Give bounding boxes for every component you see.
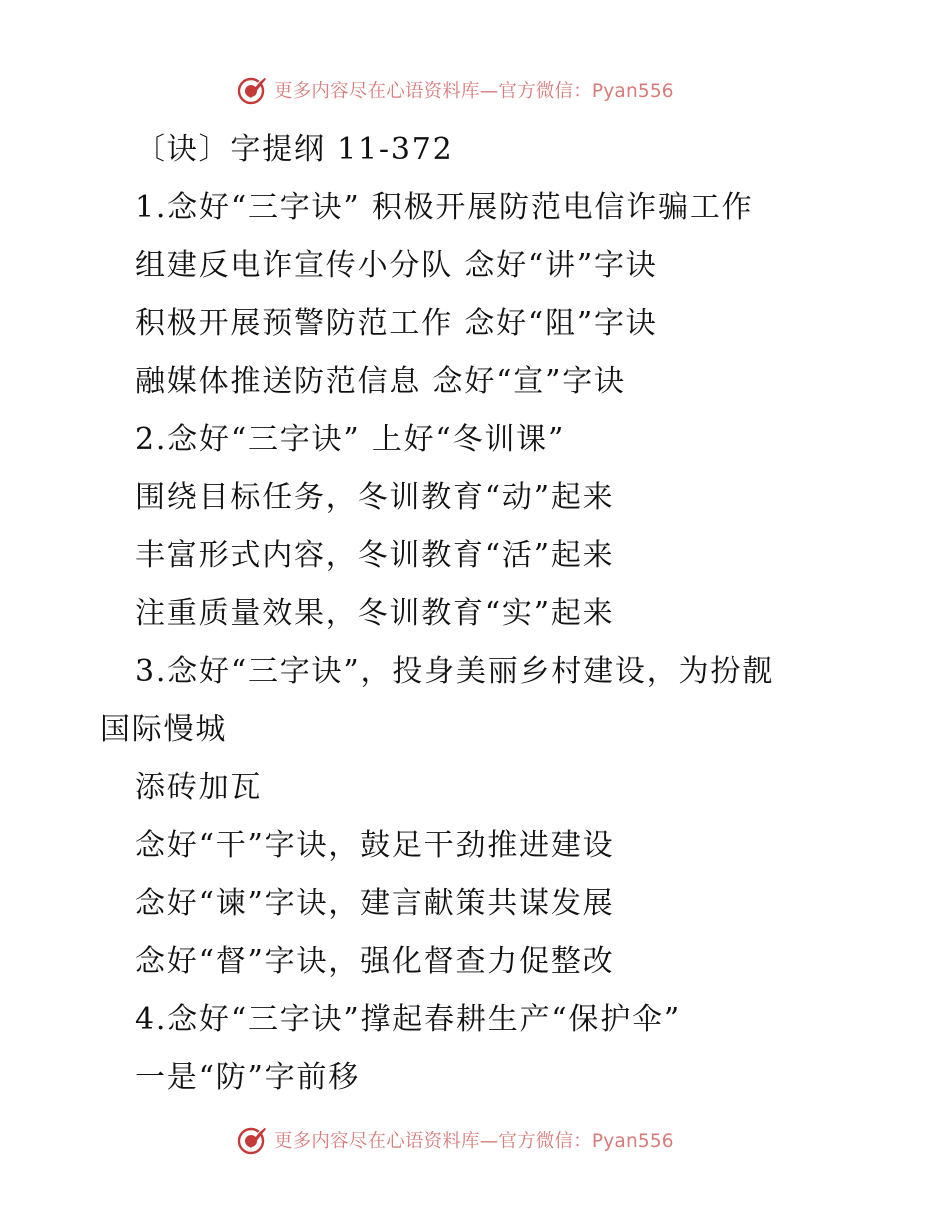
document-body [100, 121, 875, 1107]
text-line: 一是“防”字前移 [135, 1060, 361, 1095]
text-line-continuation: 国际慢城 [100, 712, 228, 747]
section-heading-4: 4.念好“三字诀”撑起春耕生产“保护伞” [135, 1002, 681, 1037]
text-line: 添砖加瓦 [135, 770, 263, 805]
quill-seal-logo-icon [236, 74, 268, 106]
footer-watermark [236, 1123, 674, 1157]
text-line: 注重质量效果，冬训教育“实”起来 [135, 596, 615, 631]
text-line: 融媒体推送防范信息 念好“宣”字诀 [135, 364, 626, 399]
watermark-text: 更多内容尽在心语资料库—官方微信：Pyan556 [274, 81, 674, 102]
text-line: 念好“谏”字诀，建言献策共谋发展 [135, 886, 615, 921]
header-watermark [236, 73, 674, 107]
quill-seal-logo-icon [236, 1124, 268, 1156]
text-line: 围绕目标任务，冬训教育“动”起来 [135, 480, 615, 515]
section-heading-2: 2.念好“三字诀” 上好“冬训课” [135, 422, 566, 457]
watermark-text: 更多内容尽在心语资料库—官方微信：Pyan556 [274, 1131, 674, 1152]
text-line: 积极开展预警防范工作 念好“阻”字诀 [135, 306, 658, 341]
section-heading-1: 1.念好“三字诀” 积极开展防范电信诈骗工作 [135, 190, 754, 225]
text-line: 组建反电诈宣传小分队 念好“讲”字诀 [135, 248, 658, 283]
section-heading-3: 3.念好“三字诀”，投身美丽乡村建设，为扮靓 [135, 654, 774, 689]
text-line: 丰富形式内容，冬训教育“活”起来 [135, 538, 615, 573]
text-line: 念好“督”字诀，强化督查力促整改 [135, 944, 615, 979]
doc-title: 〔诀〕字提纲 11-372 [135, 132, 454, 167]
text-line: 念好“干”字诀，鼓足干劲推进建设 [135, 828, 615, 863]
